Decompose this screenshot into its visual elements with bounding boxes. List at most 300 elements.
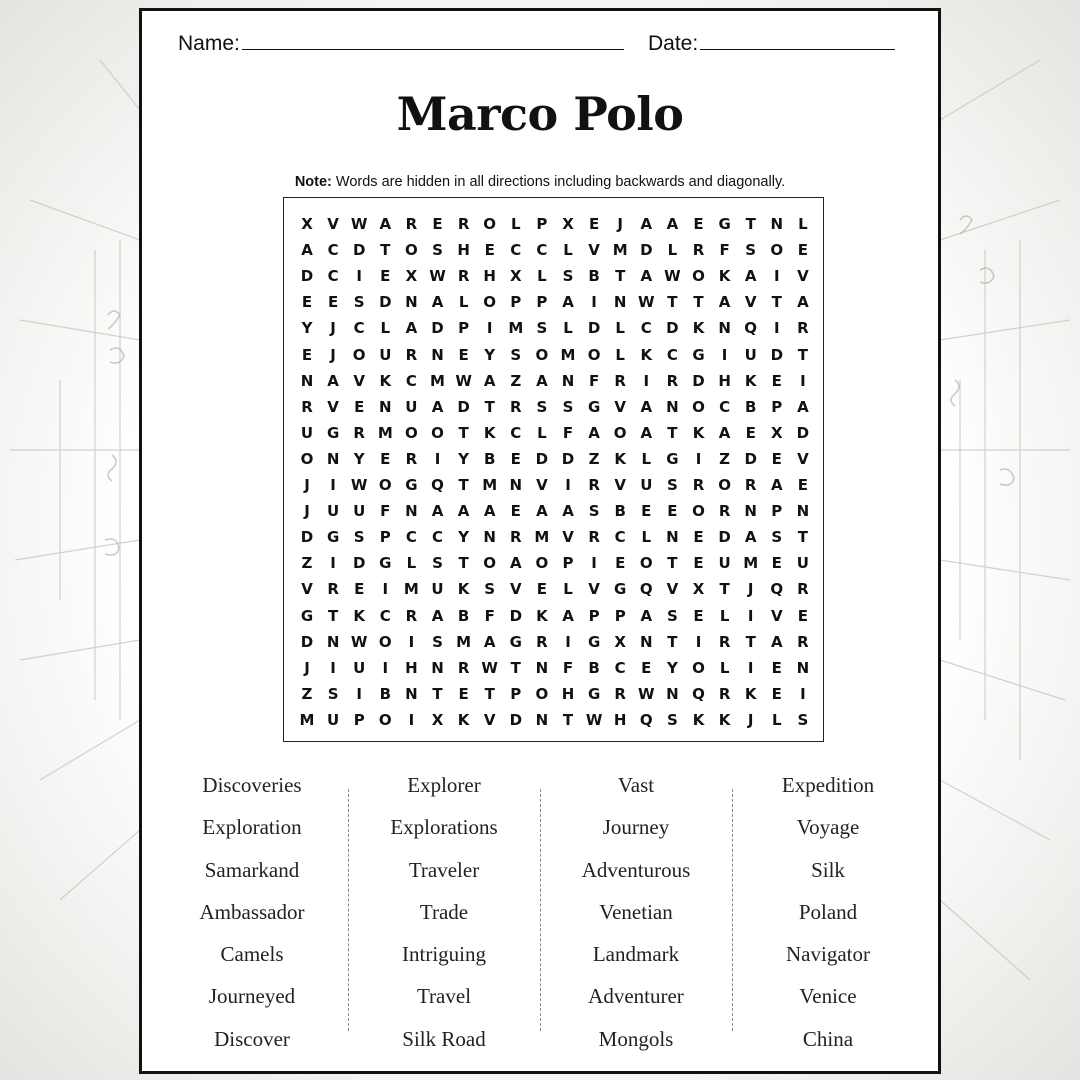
grid-letter[interactable]: X	[431, 710, 444, 729]
grid-letter[interactable]: E	[458, 345, 469, 364]
grid-letter[interactable]: P	[614, 606, 626, 625]
grid-letter[interactable]: D	[300, 267, 314, 286]
grid-letter[interactable]: E	[771, 554, 782, 573]
grid-letter[interactable]: N	[666, 397, 679, 416]
grid-letter[interactable]: D	[300, 528, 314, 547]
grid-letter[interactable]: K	[614, 449, 626, 468]
grid-letter[interactable]: A	[457, 502, 470, 521]
grid-letter[interactable]: D	[666, 319, 679, 338]
grid-letter[interactable]: A	[640, 606, 653, 625]
grid-letter[interactable]: D	[379, 293, 392, 312]
grid-letter[interactable]: P	[379, 528, 391, 547]
grid-letter[interactable]: N	[300, 371, 314, 390]
grid-letter[interactable]: V	[797, 449, 809, 468]
grid-letter[interactable]: E	[354, 580, 365, 599]
grid-letter[interactable]: L	[511, 215, 521, 233]
grid-letter[interactable]: S	[745, 241, 757, 260]
grid-letter[interactable]: T	[458, 554, 469, 573]
grid-letter[interactable]: D	[587, 319, 601, 338]
grid-letter[interactable]: O	[378, 632, 392, 651]
grid-letter[interactable]: D	[561, 449, 575, 468]
grid-letter[interactable]: T	[484, 684, 495, 703]
grid-letter[interactable]: A	[327, 371, 339, 390]
grid-letter[interactable]: C	[640, 319, 652, 338]
grid-letter[interactable]: A	[562, 502, 574, 521]
grid-letter[interactable]: T	[667, 632, 678, 651]
grid-letter[interactable]: S	[797, 710, 809, 729]
grid-letter[interactable]: I	[408, 710, 415, 729]
grid-letter[interactable]: R	[405, 449, 418, 468]
grid-letter[interactable]: Y	[666, 658, 678, 677]
grid-letter[interactable]: R	[744, 476, 757, 494]
grid-letter[interactable]: N	[796, 502, 810, 521]
grid-letter[interactable]: O	[770, 241, 784, 260]
grid-letter[interactable]: V	[327, 397, 339, 416]
grid-letter[interactable]: D	[457, 397, 470, 416]
grid-letter[interactable]: I	[382, 658, 389, 677]
grid-letter[interactable]: M	[612, 241, 628, 260]
grid-letter[interactable]: E	[510, 449, 521, 468]
grid-letter[interactable]: M	[456, 632, 472, 651]
grid-letter[interactable]: V	[770, 606, 783, 625]
grid-letter[interactable]: X	[405, 267, 418, 286]
grid-letter[interactable]: S	[353, 528, 365, 547]
grid-letter[interactable]: N	[431, 345, 444, 364]
grid-letter[interactable]: F	[719, 241, 730, 260]
grid-letter[interactable]: M	[534, 528, 550, 547]
grid-letter[interactable]: N	[379, 397, 392, 416]
grid-letter[interactable]: J	[747, 710, 754, 729]
grid-letter[interactable]: S	[432, 554, 443, 573]
grid-letter[interactable]: A	[640, 267, 653, 286]
grid-letter[interactable]: D	[509, 710, 523, 729]
grid-letter[interactable]: S	[562, 267, 574, 286]
grid-letter[interactable]: D	[796, 423, 810, 442]
grid-letter[interactable]: S	[666, 606, 678, 625]
grid-letter[interactable]: A	[483, 502, 496, 521]
grid-letter[interactable]: O	[352, 345, 366, 364]
grid-letter[interactable]: A	[483, 632, 496, 651]
grid-letter[interactable]: O	[483, 215, 497, 233]
grid-letter[interactable]: D	[352, 554, 366, 573]
grid-letter[interactable]: E	[484, 241, 495, 260]
grid-letter[interactable]: G	[379, 554, 392, 573]
grid-letter[interactable]: O	[378, 710, 392, 729]
grid-letter[interactable]: E	[693, 215, 704, 233]
grid-letter[interactable]: M	[482, 476, 498, 494]
grid-letter[interactable]: O	[483, 293, 497, 312]
grid-letter[interactable]: U	[327, 710, 340, 729]
grid-letter[interactable]: X	[614, 632, 626, 651]
grid-letter[interactable]: N	[405, 684, 418, 703]
grid-letter[interactable]: J	[617, 215, 623, 233]
grid-letter[interactable]: S	[666, 710, 678, 729]
grid-letter[interactable]: S	[536, 319, 548, 338]
grid-letter[interactable]: I	[591, 293, 597, 312]
grid-letter[interactable]: A	[718, 293, 731, 312]
grid-letter[interactable]: T	[510, 658, 521, 677]
grid-letter[interactable]: C	[431, 528, 443, 547]
grid-letter[interactable]: S	[771, 528, 783, 547]
grid-letter[interactable]: S	[432, 632, 443, 651]
grid-letter[interactable]: I	[356, 267, 362, 286]
grid-letter[interactable]: A	[718, 423, 731, 442]
grid-letter[interactable]: C	[405, 371, 417, 390]
grid-letter[interactable]: E	[354, 397, 365, 416]
grid-letter[interactable]: A	[666, 215, 679, 233]
grid-letter[interactable]: I	[695, 449, 702, 468]
grid-letter[interactable]: R	[457, 658, 470, 677]
grid-letter[interactable]: G	[326, 423, 340, 442]
grid-letter[interactable]: R	[692, 241, 705, 260]
grid-letter[interactable]: G	[666, 449, 679, 468]
grid-letter[interactable]: U	[353, 502, 366, 521]
grid-letter[interactable]: A	[770, 476, 783, 494]
grid-letter[interactable]: V	[588, 241, 600, 260]
grid-letter[interactable]: T	[745, 632, 756, 651]
grid-letter[interactable]: B	[588, 658, 600, 677]
grid-letter[interactable]: J	[330, 319, 336, 338]
grid-letter[interactable]: L	[667, 241, 678, 260]
grid-letter[interactable]: Q	[692, 684, 705, 703]
grid-letter[interactable]: A	[431, 606, 444, 625]
grid-letter[interactable]: Q	[431, 476, 444, 494]
grid-letter[interactable]: E	[301, 345, 313, 364]
grid-letter[interactable]: P	[536, 293, 548, 312]
grid-letter[interactable]: I	[434, 449, 441, 468]
grid-letter[interactable]: H	[718, 371, 731, 390]
grid-letter[interactable]: A	[770, 632, 783, 651]
grid-letter[interactable]: Q	[639, 580, 653, 599]
grid-letter[interactable]: I	[382, 580, 389, 599]
grid-letter[interactable]: R	[666, 371, 679, 390]
grid-letter[interactable]: L	[563, 580, 573, 599]
grid-letter[interactable]: I	[721, 345, 728, 364]
grid-letter[interactable]: B	[588, 267, 600, 286]
grid-letter[interactable]: R	[353, 423, 365, 442]
grid-letter[interactable]: D	[692, 371, 705, 390]
grid-letter[interactable]: E	[641, 502, 652, 521]
grid-letter[interactable]: K	[379, 371, 392, 390]
grid-letter[interactable]: L	[719, 606, 730, 625]
grid-letter[interactable]: L	[406, 554, 417, 573]
grid-letter[interactable]: I	[330, 554, 336, 573]
grid-letter[interactable]: D	[509, 606, 523, 625]
grid-letter[interactable]: I	[330, 658, 336, 677]
grid-letter[interactable]: Y	[484, 345, 496, 364]
grid-letter[interactable]: U	[796, 554, 809, 573]
grid-letter[interactable]: I	[408, 632, 415, 651]
grid-letter[interactable]: O	[587, 345, 601, 364]
grid-letter[interactable]: K	[457, 580, 470, 599]
grid-letter[interactable]: L	[563, 319, 573, 338]
grid-letter[interactable]: U	[300, 423, 314, 442]
grid-letter[interactable]: S	[327, 684, 339, 703]
grid-letter[interactable]: S	[562, 397, 574, 416]
grid-letter[interactable]: K	[744, 684, 757, 703]
grid-letter[interactable]: R	[536, 632, 548, 651]
grid-letter[interactable]: I	[695, 632, 702, 651]
grid-letter[interactable]: L	[772, 710, 782, 729]
grid-letter[interactable]: A	[431, 502, 444, 521]
grid-letter[interactable]: R	[718, 684, 731, 703]
grid-letter[interactable]: S	[484, 580, 496, 599]
grid-letter[interactable]: R	[588, 528, 600, 547]
grid-letter[interactable]: G	[692, 345, 705, 364]
grid-letter[interactable]: A	[431, 397, 444, 416]
grid-letter[interactable]: X	[301, 215, 313, 233]
grid-letter[interactable]: N	[405, 293, 418, 312]
grid-letter[interactable]: A	[562, 606, 574, 625]
grid-letter[interactable]: U	[379, 345, 392, 364]
grid-letter[interactable]: A	[379, 215, 392, 233]
grid-letter[interactable]: D	[352, 241, 366, 260]
grid-letter[interactable]: P	[562, 554, 574, 573]
grid-letter[interactable]: V	[509, 580, 522, 599]
grid-letter[interactable]: A	[797, 397, 809, 416]
grid-letter[interactable]: H	[613, 710, 627, 729]
grid-letter[interactable]: I	[356, 684, 362, 703]
grid-letter[interactable]: Y	[458, 528, 470, 547]
grid-letter[interactable]: E	[536, 580, 548, 599]
grid-letter[interactable]: C	[614, 658, 626, 677]
grid-letter[interactable]: Q	[639, 710, 653, 729]
grid-letter[interactable]: R	[614, 684, 626, 703]
grid-letter[interactable]: D	[535, 449, 549, 468]
grid-letter[interactable]: O	[718, 476, 731, 494]
grid-letter[interactable]: A	[588, 423, 600, 442]
grid-letter[interactable]: J	[304, 658, 310, 677]
grid-letter[interactable]: K	[457, 710, 470, 729]
grid-letter[interactable]: J	[304, 502, 310, 521]
grid-letter[interactable]: O	[431, 423, 444, 442]
grid-letter[interactable]: W	[638, 293, 655, 312]
grid-letter[interactable]: M	[743, 554, 759, 573]
grid-letter[interactable]: P	[353, 710, 365, 729]
grid-letter[interactable]: H	[561, 684, 575, 703]
grid-letter[interactable]: C	[510, 241, 522, 260]
grid-letter[interactable]: F	[380, 502, 391, 521]
grid-letter[interactable]: R	[797, 319, 809, 338]
grid-letter[interactable]: W	[481, 658, 498, 677]
grid-letter[interactable]: G	[587, 397, 601, 416]
grid-letter[interactable]: N	[483, 528, 496, 547]
grid-letter[interactable]: L	[537, 267, 547, 286]
grid-letter[interactable]: X	[562, 215, 574, 233]
grid-letter[interactable]: A	[744, 528, 757, 547]
grid-letter[interactable]: M	[560, 345, 576, 364]
grid-letter[interactable]: R	[692, 476, 705, 494]
grid-letter[interactable]: N	[666, 528, 679, 547]
grid-letter[interactable]: G	[718, 215, 731, 233]
grid-letter[interactable]: J	[330, 345, 336, 364]
grid-letter[interactable]: C	[719, 397, 731, 416]
grid-letter[interactable]: V	[614, 397, 626, 416]
grid-letter[interactable]: U	[431, 580, 444, 599]
grid-letter[interactable]: A	[562, 293, 574, 312]
grid-letter[interactable]: E	[693, 554, 704, 573]
grid-letter[interactable]: N	[613, 293, 627, 312]
grid-letter[interactable]: P	[510, 684, 522, 703]
grid-letter[interactable]: K	[744, 371, 757, 390]
grid-letter[interactable]: F	[484, 606, 495, 625]
grid-letter[interactable]: G	[587, 684, 601, 703]
grid-letter[interactable]: W	[350, 215, 368, 233]
grid-letter[interactable]: E	[693, 528, 704, 547]
grid-letter[interactable]: T	[432, 684, 443, 703]
grid-letter[interactable]: A	[640, 215, 653, 233]
grid-letter[interactable]: E	[771, 449, 782, 468]
grid-letter[interactable]: D	[300, 632, 314, 651]
grid-letter[interactable]: Y	[301, 319, 313, 338]
grid-letter[interactable]: N	[326, 632, 340, 651]
grid-letter[interactable]: G	[509, 632, 522, 651]
grid-letter[interactable]: O	[692, 397, 705, 416]
grid-letter[interactable]: P	[588, 606, 600, 625]
grid-letter[interactable]: T	[562, 710, 574, 729]
grid-letter[interactable]: U	[744, 345, 757, 364]
grid-letter[interactable]: C	[614, 528, 626, 547]
grid-letter[interactable]: G	[300, 606, 314, 625]
grid-letter[interactable]: E	[380, 267, 391, 286]
grid-letter[interactable]: E	[327, 293, 339, 312]
grid-letter[interactable]: I	[774, 319, 780, 338]
grid-letter[interactable]: N	[561, 371, 575, 390]
grid-letter[interactable]: M	[508, 319, 524, 338]
grid-letter[interactable]: X	[510, 267, 522, 286]
grid-letter[interactable]: P	[510, 293, 522, 312]
grid-letter[interactable]: R	[405, 606, 418, 625]
grid-letter[interactable]: W	[455, 371, 472, 390]
grid-letter[interactable]: U	[327, 502, 340, 521]
grid-letter[interactable]: T	[458, 476, 469, 494]
grid-letter[interactable]: R	[510, 528, 522, 547]
grid-letter[interactable]: I	[565, 632, 571, 651]
grid-letter[interactable]: V	[536, 476, 548, 494]
grid-letter[interactable]: D	[744, 449, 757, 468]
grid-letter[interactable]: D	[718, 528, 731, 547]
grid-letter[interactable]: C	[353, 319, 365, 338]
grid-letter[interactable]: O	[405, 423, 418, 442]
grid-letter[interactable]: C	[327, 267, 339, 286]
grid-letter[interactable]: B	[614, 502, 626, 521]
grid-letter[interactable]: O	[483, 554, 497, 573]
grid-letter[interactable]: E	[380, 449, 391, 468]
grid-letter[interactable]: R	[510, 397, 522, 416]
grid-letter[interactable]: T	[771, 293, 782, 312]
grid-letter[interactable]: S	[536, 397, 548, 416]
grid-letter[interactable]: N	[535, 658, 549, 677]
grid-letter[interactable]: G	[614, 580, 627, 599]
grid-letter[interactable]: V	[353, 371, 365, 390]
grid-letter[interactable]: T	[667, 423, 678, 442]
grid-letter[interactable]: T	[667, 293, 678, 312]
grid-letter[interactable]: M	[299, 710, 315, 729]
grid-letter[interactable]: T	[693, 293, 704, 312]
grid-letter[interactable]: E	[771, 371, 782, 390]
grid-letter[interactable]: S	[432, 241, 443, 260]
grid-letter[interactable]: M	[430, 371, 445, 390]
grid-letter[interactable]: A	[301, 241, 313, 260]
grid-letter[interactable]: U	[640, 476, 653, 494]
grid-letter[interactable]: I	[747, 658, 754, 677]
grid-letter[interactable]: B	[744, 397, 757, 416]
grid-letter[interactable]: A	[536, 371, 548, 390]
grid-letter[interactable]: Z	[301, 684, 313, 703]
grid-letter[interactable]: W	[350, 476, 368, 494]
grid-letter[interactable]: I	[774, 267, 780, 286]
grid-letter[interactable]: V	[327, 215, 339, 233]
grid-letter[interactable]: N	[666, 684, 679, 703]
grid-letter[interactable]: N	[718, 319, 731, 338]
grid-letter[interactable]: V	[666, 580, 679, 599]
grid-letter[interactable]: N	[535, 710, 549, 729]
grid-letter[interactable]: T	[797, 345, 808, 364]
grid-letter[interactable]: O	[535, 345, 549, 364]
grid-letter[interactable]: K	[692, 319, 705, 338]
grid-letter[interactable]: T	[615, 267, 626, 286]
grid-letter[interactable]: N	[509, 476, 523, 494]
grid-letter[interactable]: L	[380, 319, 391, 338]
grid-letter[interactable]: T	[745, 215, 756, 233]
grid-letter[interactable]: E	[745, 423, 756, 442]
grid-letter[interactable]: I	[747, 606, 754, 625]
grid-letter[interactable]: F	[562, 423, 574, 442]
grid-letter[interactable]: C	[327, 241, 339, 260]
grid-letter[interactable]: I	[330, 476, 336, 494]
grid-letter[interactable]: W	[638, 684, 655, 703]
grid-letter[interactable]: A	[483, 371, 496, 390]
grid-letter[interactable]: E	[667, 502, 678, 521]
grid-letter[interactable]: O	[692, 267, 705, 286]
grid-letter[interactable]: R	[457, 267, 470, 286]
grid-letter[interactable]: T	[667, 554, 678, 573]
grid-letter[interactable]: C	[666, 345, 678, 364]
grid-letter[interactable]: R	[588, 476, 600, 494]
grid-letter[interactable]: B	[483, 449, 496, 468]
grid-letter[interactable]: L	[798, 215, 808, 233]
grid-letter[interactable]: L	[458, 293, 469, 312]
grid-letter[interactable]: I	[800, 684, 806, 703]
grid-letter[interactable]: E	[510, 502, 521, 521]
grid-letter[interactable]: E	[432, 215, 443, 233]
grid-letter[interactable]: E	[771, 658, 782, 677]
grid-letter[interactable]: K	[718, 267, 731, 286]
grid-letter[interactable]: V	[588, 580, 600, 599]
name-blank-line[interactable]	[242, 29, 624, 50]
grid-letter[interactable]: T	[484, 397, 495, 416]
grid-letter[interactable]: O	[405, 241, 418, 260]
grid-letter[interactable]: N	[770, 215, 784, 233]
grid-letter[interactable]: S	[666, 476, 678, 494]
grid-letter[interactable]: Z	[588, 449, 600, 468]
grid-letter[interactable]: I	[565, 476, 571, 494]
grid-letter[interactable]: L	[615, 319, 625, 338]
grid-letter[interactable]: K	[692, 423, 705, 442]
grid-letter[interactable]: A	[744, 267, 757, 286]
grid-letter[interactable]: R	[457, 215, 470, 233]
grid-letter[interactable]: N	[744, 502, 757, 521]
grid-letter[interactable]: T	[719, 580, 730, 599]
grid-letter[interactable]: C	[510, 423, 522, 442]
grid-letter[interactable]: N	[640, 632, 653, 651]
grid-letter[interactable]: H	[483, 267, 496, 286]
grid-letter[interactable]: N	[796, 658, 810, 677]
grid-letter[interactable]: H	[457, 241, 470, 260]
grid-letter[interactable]: W	[429, 267, 446, 286]
grid-letter[interactable]: Q	[770, 580, 784, 599]
grid-letter[interactable]: N	[326, 449, 340, 468]
